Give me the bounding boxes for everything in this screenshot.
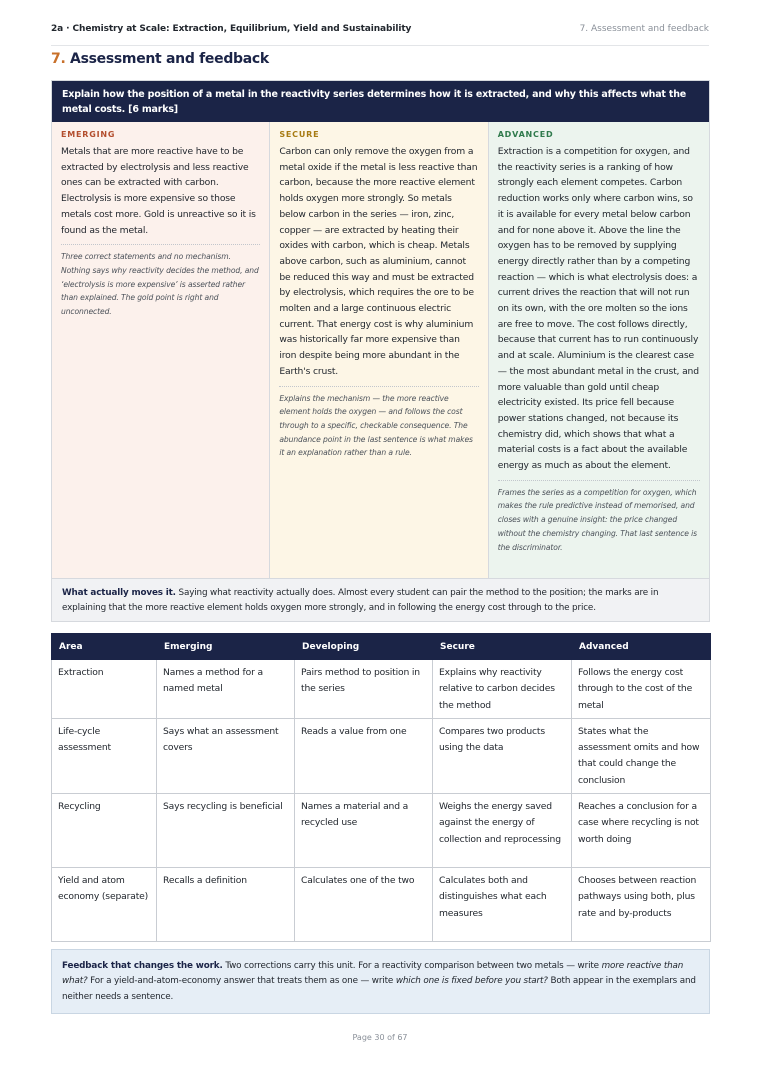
what-moves-it-note xyxy=(52,578,709,621)
table-cell: Recalls a definition xyxy=(157,868,295,942)
feedback-prompt: which one is fixed before you start? xyxy=(395,976,548,987)
level-label: SECURE xyxy=(279,130,320,139)
exemplar-answer: Metals that are more reactive have to be extracted by electrolysis and less reactive ones can be extracted with carbon. Electrolysis is more expensive so those metals cost more. Gold is unreactive so it is found as the metal. xyxy=(61,146,256,236)
feedback-lead: Feedback that changes the work. xyxy=(62,961,223,971)
column-header: Developing xyxy=(295,634,433,660)
table-row xyxy=(52,794,711,868)
table-cell: Says recycling is beneficial xyxy=(157,794,295,868)
table-cell: Says what an assessment covers xyxy=(157,718,295,793)
column-header: Secure xyxy=(433,634,572,660)
table-cell: Calculates both and distinguishes what each measures xyxy=(433,868,572,942)
exemplar-comment: Frames the series as a competition for oxygen, which makes the rule predictive instead of memorised, and closes with a genuine insight: the price changed without the chemistry changing. That last sentence is the discriminator. xyxy=(498,480,700,555)
table-cell: Names a material and a recycled use xyxy=(295,794,433,868)
table-cell: Chooses between reaction pathways using both, plus rate and by-products xyxy=(572,868,711,942)
table-row xyxy=(52,868,711,942)
column-header: Advanced xyxy=(572,634,711,660)
table-cell: Life-cycle assessment xyxy=(52,718,157,793)
exemplar-advanced xyxy=(489,122,709,578)
exemplar-comment: Three correct statements and no mechanism. Nothing says why reactivity decides the method, and ‘electrolysis is more expensive’ is asserted rather than explained. The gold point is right and unconnected. xyxy=(61,244,260,319)
table-cell: Explains why reactivity relative to carbon decides the method xyxy=(433,660,572,719)
note-text: Saying what reactivity actually does. Almost every student can pair the method to the position; the marks are in explaining that the more reactive element holds oxygen more strongly, and in following the energy cost through to the price. xyxy=(62,588,659,613)
exemplar-answer: Carbon can only remove the oxygen from a metal oxide if the metal is less reactive than carbon, because the more reactive element holds oxygen more strongly. So metals below carbon in the series — iron, zinc, copper — are extracted by heating their oxides with carbon, which is cheap. Metals above carbon, such as aluminium, cannot be reduced this way and must be extracted by electrolysis, which requires the ore to be molten and a large continuous electric current. That energy cost is why aluminium was historically far more expensive than iron despite being more abundant in the Earth's crust. xyxy=(279,146,478,377)
exemplar-answer: Extraction is a competition for oxygen, and the reactivity series is a ranking of how strongly each element competes. Carbon reduction works only where carbon wins, so it is available for every metal below carbon and for none above it. Above the line the oxygen has to be removed by supplying energy directly rather than by a competing reaction — which is what electrolysis does: a current drives the reaction that will not run on its own, with the ore molten so the ions are free to move. The cost follows directly, because that current has to run continuously and at scale. Aluminium is the clearest case — the most abundant metal in the crust, and more valuable than gold until cheap electricity existed. Its price fell because power stations changed, not because its chemistry did, which shows that what a material costs is a fact about the available energy as much as about the element. xyxy=(497,146,699,472)
running-header-title: 2a · Chemistry at Scale: Extraction, Equilibrium, Yield and Sustainability xyxy=(51,24,412,34)
question-bar: Explain how the position of a metal in the reactivity series determines how it is extracted, and why this affects what the metal costs. [6 marks] xyxy=(52,81,709,122)
table-cell: Calculates one of the two xyxy=(295,868,433,942)
running-header xyxy=(51,24,709,46)
table-row xyxy=(52,660,711,719)
feedback-callout xyxy=(51,949,710,1014)
feedback-text: Two corrections carry this unit. For a reactivity comparison between two metals — write xyxy=(222,961,602,971)
table-cell: Pairs method to position in the series xyxy=(295,660,433,719)
section-number: 7. xyxy=(51,51,66,67)
note-lead: What actually moves it. xyxy=(62,588,176,598)
rubric-table xyxy=(51,633,711,942)
table-cell: Recycling xyxy=(52,794,157,868)
table-cell: Names a method for a named metal xyxy=(157,660,295,719)
exemplar-panel xyxy=(51,80,710,622)
feedback-prompt: more reactive than what? xyxy=(62,961,684,987)
exemplar-emerging xyxy=(52,122,270,578)
column-header: Emerging xyxy=(157,634,295,660)
page-number: Page 30 of 67 xyxy=(352,1033,408,1042)
table-cell: Extraction xyxy=(52,660,157,719)
level-label: EMERGING xyxy=(61,130,116,139)
table-cell: Weighs the energy saved against the energy of collection and reprocessing xyxy=(433,794,572,868)
table-cell: States what the assessment omits and how that could change the conclusion xyxy=(572,718,711,793)
level-label: ADVANCED xyxy=(497,130,554,139)
feedback-text: Both appear in the exemplars and neither needs a sentence. xyxy=(62,976,696,1002)
section-heading: Assessment and feedback xyxy=(70,51,269,67)
exemplar-secure xyxy=(270,122,488,578)
exemplar-columns xyxy=(52,122,709,578)
column-header: Area xyxy=(52,634,157,660)
table-row xyxy=(52,718,711,793)
feedback-text: For a yield-and-atom-economy answer that treats them as one — write xyxy=(87,976,396,987)
running-header-section: 7. Assessment and feedback xyxy=(579,24,709,34)
table-cell: Follows the energy cost through to the cost of the metal xyxy=(572,660,711,719)
table-cell: Reads a value from one xyxy=(295,718,433,793)
table-header-row xyxy=(52,634,711,660)
section-title xyxy=(51,51,269,67)
exemplar-comment: Explains the mechanism — the more reactive element holds the oxygen — and follows the cost through to a specific, checkable consequence. The abundance point in the last sentence is what makes it an explanation rather than a rule. xyxy=(279,386,478,461)
table-cell: Compares two products using the data xyxy=(433,718,572,793)
table-cell: Yield and atom economy (separate) xyxy=(52,868,157,942)
table-cell: Reaches a conclusion for a case where recycling is not worth doing xyxy=(572,794,711,868)
